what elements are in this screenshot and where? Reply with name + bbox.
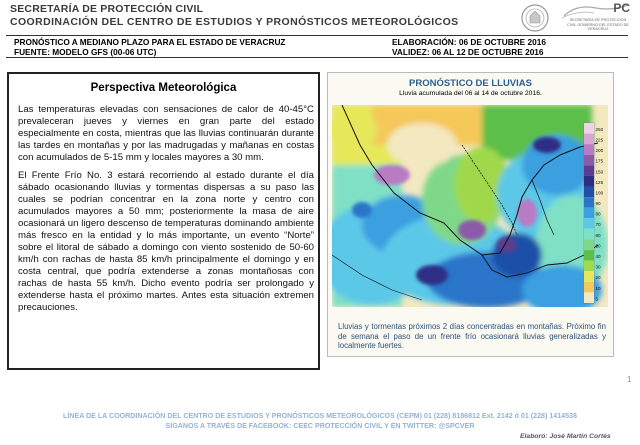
- legend-swatch: [584, 155, 594, 166]
- legend-label: 60: [595, 232, 601, 238]
- legend-swatch: [584, 123, 594, 134]
- legend-swatch: [584, 218, 594, 229]
- legend-swatch: [584, 250, 594, 261]
- rain-forecast-subtitle: Lluvia acumulada del 06 al 14 de octubre 2016.: [399, 90, 542, 97]
- pc-logo: [556, 2, 632, 36]
- perspective-panel: [7, 72, 320, 370]
- legend-swatch: [584, 271, 594, 282]
- legend-swatch: [584, 134, 594, 145]
- page-number: 1: [627, 375, 632, 384]
- rain-accumulation-map: [332, 105, 608, 307]
- forecast-title: PRONÓSTICO A MEDIANO PLAZO PARA EL ESTADO DE VERACRUZ: [14, 37, 286, 47]
- footer-author: Elaboró: José Martín Cortés: [520, 433, 611, 440]
- legend-label: 90: [595, 201, 601, 207]
- legend-label: 40: [595, 254, 601, 259]
- legend-swatch: [584, 239, 594, 250]
- forecast-source: FUENTE: MODELO GFS (00-06 UTC): [14, 47, 157, 57]
- legend-label: 30: [595, 264, 601, 270]
- legend-swatch: [584, 165, 594, 176]
- legend-swatch: [584, 229, 594, 240]
- state-seal-icon: [520, 3, 550, 33]
- legend-swatch: [584, 144, 594, 155]
- perspective-paragraph-2: El Frente Frío No. 3 estará recorriendo al estado durante el día sábado ocasionando lluvias y tormentas dispersas a su paso las cuales se podrían concentrar en la zona norte y centro con acumulados mayores a 50 mm; posteriormente la masa de aire ocasionará un ligero descenso de temperaturas dominando ambiente más fresco en la entidad y lo más importante, un evento “Norte” sobre el litoral de sábado a domingo con viento sostenido de 50-60 km/h con rachas de hasta 85 km/h principalmente el domingo y en costa central, que podría extenderse a zonas montañosas con rachas de hasta 55 km/h. Dicho evento podría ser prolongado y extenderse hasta el próximo martes. Antes esta situación extremen precauciones.: [18, 170, 314, 313]
- perspective-title: Perspectiva Meteorológica: [90, 82, 237, 94]
- legend-label: 175: [595, 158, 604, 164]
- legend-swatch: [584, 208, 594, 219]
- legend-swatch: [584, 292, 594, 303]
- legend-swatch: [584, 197, 594, 208]
- forecast-info-bar: [6, 35, 628, 58]
- legend-label: 10: [595, 285, 601, 291]
- legend-label: 50: [595, 243, 601, 249]
- rain-forecast-panel: [327, 72, 614, 357]
- legend-label: 80: [595, 211, 601, 217]
- pc-logo-subtext: SECRETARÍA DE PROTECCIÓN CIVIL GOBIERNO DEL ESTADO DE VERACRUZ: [567, 18, 629, 31]
- legend-swatch: [584, 282, 594, 293]
- rain-forecast-caption: Lluvias y tormentas próximos 2 días concentradas en montañas. Próximo fin de semana el paso de un frente frío ocasionará lluvias generalizadas y localmente fuertes.: [338, 322, 606, 350]
- forecast-validity: VALIDEZ: 06 AL 12 DE OCTUBRE 2016: [392, 47, 544, 57]
- legend-label: 5: [595, 296, 599, 302]
- legend-swatch: [584, 187, 594, 198]
- legend-label: 20: [595, 275, 601, 281]
- perspective-body: [18, 104, 314, 320]
- legend-label: 250: [595, 126, 604, 132]
- legend-label: 125: [595, 179, 604, 185]
- legend-swatch: [584, 176, 594, 187]
- pc-logo-text: PC: [613, 1, 630, 15]
- footer-contact-line: LÍNEA DE LA COORDINACIÓN DEL CENTRO DE ESTUDIOS Y PRONÓSTICOS METEOROLÓGICOS (CEPM) 01 (228) 8186812 Ext. 2142 ó 01 (228) 1414538: [63, 412, 577, 420]
- perspective-paragraph-1: Las temperaturas elevadas con sensaciones de calor de 40-45°C prevaleceran jueves y viernes en gran parte del estado especialmente en costa, mientras que las lluvias continuarán durante las tardes en montañas y por las madrugadas y mañanas en costas con acumulados de 5-15 mm y locales mayores a 30 mm.: [18, 104, 314, 163]
- header-title-line1: SECRETARÍA DE PROTECCIÓN CIVIL: [10, 3, 204, 15]
- legend-swatch: [584, 261, 594, 272]
- legend-label: 225: [595, 137, 604, 143]
- footer-social-line: SÍGANOS A TRAVÉS DE FACEBOOK: CEEC PROTECCIÓN CIVIL Y EN TWITTER: @SPCVER: [165, 422, 475, 430]
- legend-label: 150: [595, 169, 604, 175]
- header-title-line2: COORDINACIÓN DEL CENTRO DE ESTUDIOS Y PRONÓSTICOS METEOROLÓGICOS: [10, 16, 459, 28]
- rain-forecast-title: PRONÓSTICO DE LLUVIAS: [409, 78, 532, 89]
- legend-label: 100: [595, 190, 604, 196]
- legend-label: 70: [595, 222, 601, 228]
- forecast-elaboration-date: ELABORACIÓN: 06 DE OCTUBRE 2016: [392, 37, 546, 47]
- legend-label: 200: [595, 148, 604, 154]
